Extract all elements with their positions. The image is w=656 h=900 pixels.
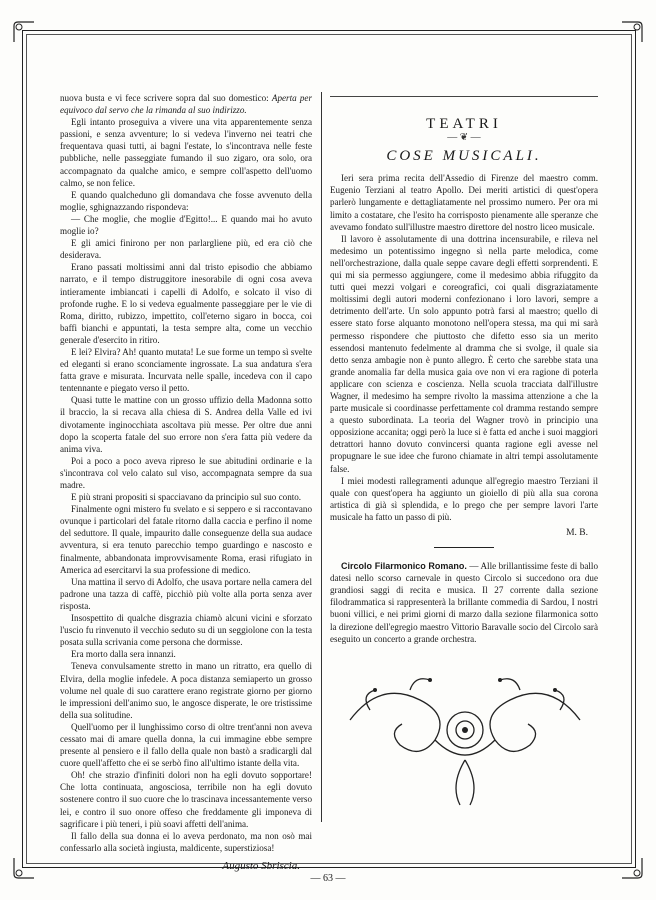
paragraph: Quasi tutte le mattine con un grosso uffizio della Madonna sotto il braccio, la si recava alla chiesa di S. Andrea della Valle ed ivi divotamente inginocchiata ascoltava più messe. Per oltre due anni dopo la scoperta fatale del suo errore non s'era fatta più vedere da anima viva.	[60, 395, 312, 454]
paragraph: Poi a poco a poco aveva ripreso le sue abitudini ordinarie e la s'incontrava col velo calato sul viso, accompagnata sempre da sua madre.	[60, 455, 312, 490]
author-initials: M. B.	[566, 528, 588, 538]
section-ornament: — ❦ —	[447, 132, 481, 144]
paragraph: I miei modesti rallegramenti adunque all'egregio maestro Terziani il quale con quest'opera ha aggiunto un gioiello di più alla sua corona artistica di già sì splendida, e lo prego che per sempre lavori l'arte musicale ha fatto un passo di più.	[330, 475, 598, 522]
right-column	[330, 92, 598, 645]
author-signature: Augusto Sbriscia.	[222, 859, 300, 872]
paragraph: E gli amici finirono per non parlargliene più, ed era ciò che desiderava.	[60, 238, 312, 261]
paragraph: Finalmente ogni mistero fu svelato e si seppero e si raccontavano ovunque i particolari del fatale ritorno dalla caccia e perfino il nome del seduttore. Il quale, impaurito dalle conseguenze della sua audace avventura, si era tenuto parecchio tempo guardingo e nascosto e finalmente, abbandonata improvvisamente Roma, erasi rifugiato in America ad esercitarvi la sua professione di medico.	[60, 504, 312, 575]
paragraph: Erano passati moltissimi anni dal tristo episodio che abbiamo narrato, e il tempo distruggitore inesorabile di ogni cosa aveva intieramente imbiancati i capelli di Adolfo, e solcato il viso di profonde rughe. E lo si vedeva egualmente passeggiare per le vie di Roma, diritto, rubizzo, impettito, coll'eterno sigaro in bocca, coi baffi bianchi e appuntati, la testa sempre alta, come un vecchio generale d'esercito in ritiro.	[60, 262, 312, 345]
paragraph: Era morto dalla sera innanzi.	[71, 649, 176, 660]
paragraph: E quando qualcheduno gli domandava che fosse avvenuto della moglie, sghignazzando rispondeva:	[60, 189, 312, 212]
paragraph: Teneva convulsamente stretto in mano un ritratto, era quello di Elvira, della moglie infedele. A poca distanza semiaperto un grosso volume nel quale di suo carattere erano registrate giorno per giorno le impressioni dell'animo suo, le angosce disperate, le ore tristissime della sua solitudine.	[60, 661, 312, 720]
news-body: — Alle brillantissime feste di ballo datesi nello scorso carnevale in questo Circolo si succedono ora due grandiosi saggi di recita e musica. Il 27 corrente dalla sezione filodrammatica si rappresenterà la brillante commedia di Sardou, I nostri buoni villici, e nei primi giorni di marzo dalla sezione filarmonica sotto la direzione dell'egregio maestro Vittorio Baravalle socio del Circolo sarà eseguito un concerto a grande orchestra.	[330, 561, 599, 644]
news-title: Circolo Filarmonico Romano.	[341, 561, 467, 572]
page-number: — 63 —	[310, 873, 346, 884]
paragraph: Ieri sera prima recita dell'Assedio di Firenze del maestro comm. Eugenio Terziani al teatro Apollo. Dei meriti artistici di quest'opera parlerò lungamente e dettagliatamente nel prossimo numero. Per ora mi limito a costatare, che l'esito ha corrisposto pienamente alle speranze che avevamo fondato sull'illustre maestro direttore del nostro liceo musicale.	[330, 173, 598, 232]
corner-ornament-top-right	[620, 20, 644, 44]
subsection-title: COSE MUSICALI.	[386, 148, 542, 165]
paragraph: Egli intanto proseguiva a vivere una vita apparentemente senza passioni, e senza avventure; lo si vedeva l'inverno nei teatri che frequentava quasi tutti, ai bagni l'estate, lo s'incontrava nelle feste pubbliche, nelle passeggiate fumando il suo zigaro, ora solo, ora accompagnato da qualche amico, e sempre coll'aspetto dell'uomo calmo, se non felice.	[60, 117, 312, 188]
corner-ornament-top-left	[12, 20, 36, 44]
paragraph: E lei? Elvira? Ah! quanto mutata! Le sue forme un tempo sì svelte ed eleganti si erano sconciamente ingrossate. La sua andatura s'era fatta grave e misurata. Incurvata nelle spalle, incedeva con il capo tentennante e piegato verso il petto.	[60, 346, 312, 394]
opening-line: nuova busta e vi fece scrivere sopra dal suo domestico: Aperta per equivoco dal servo che la rimanda al suo indirizzo.	[60, 93, 312, 116]
section-title: TEATRI	[426, 116, 502, 132]
dialog-line: — Che moglie, che moglie d'Egitto!... E quando mai ho avuto moglie io?	[60, 213, 312, 237]
paragraph: E più strani propositi si spacciavano da principio sul suo conto.	[71, 492, 302, 503]
paragraph: Oh! che strazio d'infiniti dolori non ha egli dovuto sopportare! Che lotta continuata, angosciosa, terribile non ha egli dovuto sostenere contro il suo cuore che lo trascinava incessantemente verso lei, e contro il suo onore offeso che freddamente gli imponeva di sagrificare i più teneri, i più soavi affetti dell'anima.	[60, 770, 312, 829]
separator-rule	[434, 547, 494, 548]
news-item	[330, 560, 598, 645]
paragraph: Il fallo della sua donna ei lo aveva perdonato, ma non osò mai confessarlo alla società ingiusta, maldicente, superstiziosa!	[60, 830, 312, 853]
paragraph: Una mattina il servo di Adolfo, che usava portare nella camera del padrone una tazza di caffè, picchiò più volte alla porta senza aver risposta.	[60, 576, 312, 611]
paragraph: Il lavoro è assolutamente di una dottrina incensurabile, e rileva nel medesimo un potentissimo ingegno sì nella parte melodica, come nell'orchestrazione, dalla quale seppe cavare degli effetti sorprendenti. E qui mi sia permesso aggiungere, come il medesimo abbia rifuggito da tutti quei mezzi volgari e coreografici, coi quali disgraziatamente moltissimi degli autori moderni confezionano i loro lavori, sempre a detrimento dell'arte. Un solo appunto potrà farsi al maestro; quello di essere stato forse alquanto monotono nell'opera stessa, ma qui mi sarà permesso rispondere che piuttosto che difetto esso sia un merito essendosi mantenuto fedelmente al dramma che si svolge, il quale sia detto senza ambagie non è punto allegro. È certo che sarebbe stata una grande anomalia far della musica gaia ove non vi era ragione di poterla applicare con scienza e coscienza. Nella scuola tracciata dall'illustre Wagner, il medesimo ha sempre rivolto la massima attenzione a che la parte musicale si coordinasse perfettamente col dramma restando sempre a questo subordinata. La teoria del Wagner trovò in principio una opposizione accanita; oggi però la luce si è fatta ed anche i suoi maggiori detrattori hanno dovuto convincersi quanta ragione egli avesse nel propugnare le sue idee che furono chiamate in altri tempi assolutamente false.	[330, 233, 598, 474]
paragraph: Quell'uomo per il lunghissimo corso di oltre trent'anni non aveva cessato mai di amare quella donna, la cui immagine ebbe sempre presente al pensiero e il fallo della quale non bastò a sradicargli dal cuore quell'affetto che ei se serbò fino all'ultimo istante della vita.	[60, 721, 312, 769]
floral-ornament-illustration	[340, 660, 590, 810]
paragraph: Insospettito di qualche disgrazia chiamò alcuni vicini e sforzato l'uscio fu rinvenuto il vecchio seduto su di un seggiolone con la testa posata sulla scrivania come persona che dormisse.	[60, 613, 312, 648]
left-column	[60, 92, 312, 872]
column-divider	[321, 92, 322, 822]
